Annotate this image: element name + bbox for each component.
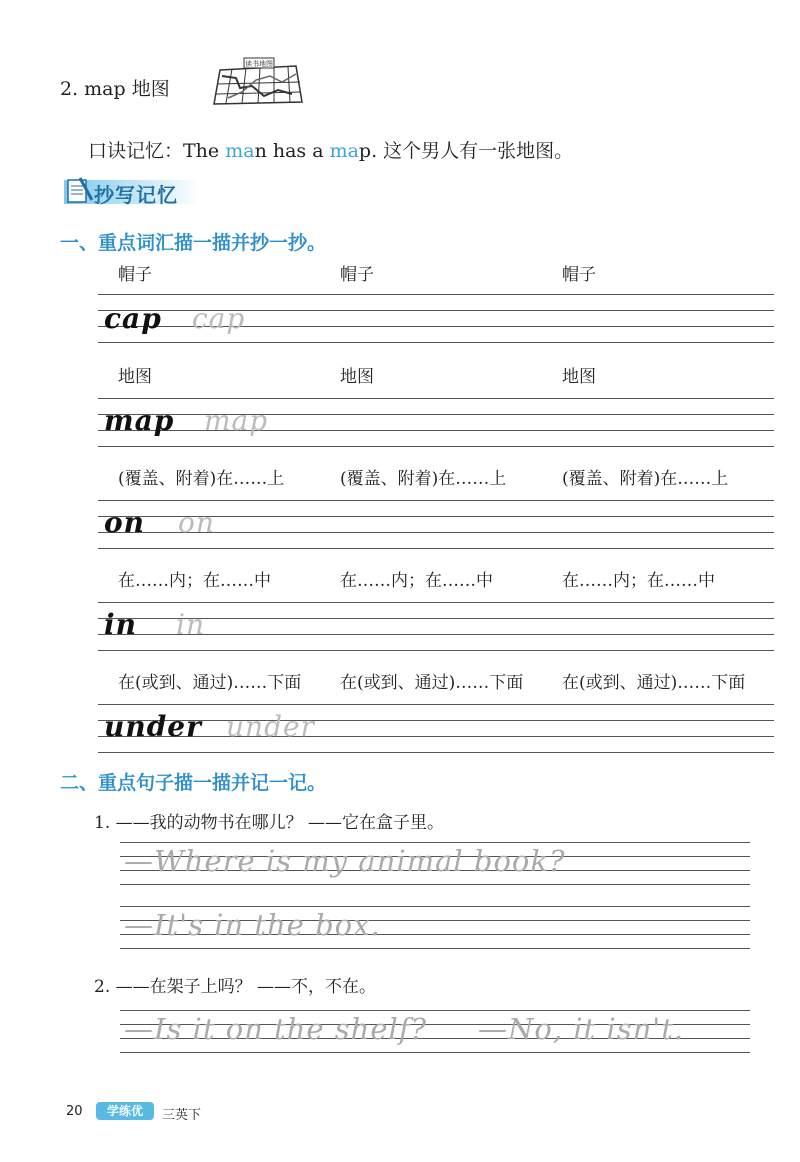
- gloss-label: 帽子: [340, 265, 374, 285]
- gloss-label: 地图: [340, 367, 374, 387]
- mnemonic-lead: 口诀记忆：The: [88, 140, 226, 162]
- gloss-label: 地图: [118, 367, 152, 387]
- writing-lines: [98, 398, 774, 450]
- map-illustration-icon: [212, 56, 304, 108]
- gloss-label: 在……内；在……中: [118, 571, 271, 591]
- part2-heading: 二、重点句子描一描并记一记。: [60, 772, 327, 794]
- mnemonic-highlight: ma: [329, 140, 359, 162]
- mnemonic-line: [88, 136, 573, 163]
- gloss-label: 帽子: [118, 265, 152, 285]
- trace-sentence: —It's in the box.: [124, 908, 381, 942]
- trace-word: in: [176, 608, 205, 641]
- page-number: 20: [66, 1104, 83, 1119]
- gloss-label: 在(或到、通过)……下面: [562, 673, 746, 693]
- book-name: 三英下: [162, 1108, 202, 1123]
- gloss-label: (覆盖、附着)在……上: [562, 469, 729, 489]
- trace-word: map: [204, 404, 269, 437]
- gloss-label: 在(或到、通过)……下面: [340, 673, 524, 693]
- mnemonic-tail: p. 这个男人有一张地图。: [358, 140, 574, 162]
- trace-sentence: —Is it on the shelf?: [124, 1012, 428, 1046]
- map-caption: 读书地图: [245, 60, 273, 68]
- trace-word: on: [178, 506, 215, 539]
- gloss-label: 在……内；在……中: [562, 571, 715, 591]
- sentence-prompt: 1. ——我的动物书在哪儿？ ——它在盒子里。: [94, 813, 445, 833]
- model-word: cap: [104, 302, 162, 335]
- trace-sentence: —Where is my animal book?: [124, 844, 566, 878]
- model-word: in: [104, 608, 137, 641]
- mnemonic-highlight: ma: [225, 140, 255, 162]
- trace-word: cap: [192, 302, 246, 335]
- brand-badge: 学练优: [96, 1102, 154, 1120]
- model-word: under: [104, 710, 202, 743]
- gloss-label: 帽子: [562, 265, 596, 285]
- section-banner-label: 抄写记忆: [94, 183, 178, 207]
- gloss-label: 在……内；在……中: [340, 571, 493, 591]
- model-word: map: [104, 404, 175, 437]
- part1-heading: 一、重点词汇描一描并抄一抄。: [60, 232, 327, 254]
- model-word: on: [104, 506, 146, 539]
- trace-word: under: [226, 710, 315, 743]
- gloss-label: (覆盖、附着)在……上: [340, 469, 507, 489]
- gloss-label: 地图: [562, 367, 596, 387]
- gloss-label: 在(或到、通过)……下面: [118, 673, 302, 693]
- trace-sentence: —No, it isn't.: [478, 1012, 685, 1046]
- vocab-item-title: 2. map 地图: [60, 78, 170, 100]
- mnemonic-mid: n has a: [254, 140, 330, 162]
- sentence-prompt: 2. ——在架子上吗？ ——不，不在。: [94, 977, 377, 997]
- gloss-label: (覆盖、附着)在……上: [118, 469, 285, 489]
